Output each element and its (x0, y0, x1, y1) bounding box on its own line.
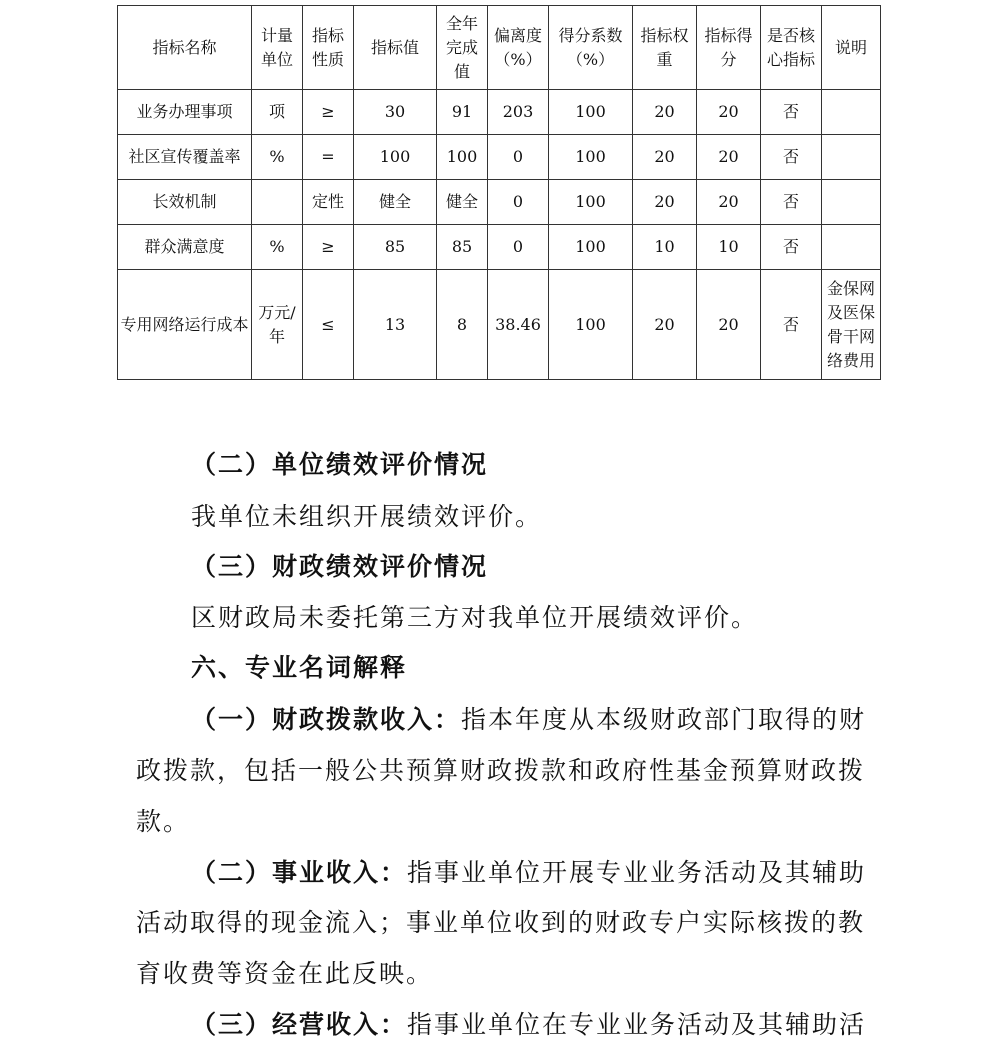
cell-actual-value: 91 (437, 90, 488, 135)
header-deviation: 偏离度（%） (488, 6, 549, 90)
cell-indicator-name: 专用网络运行成本 (118, 270, 252, 380)
cell-indicator-name: 长效机制 (118, 180, 252, 225)
cell-remark: 金保网及医保骨干网络费用 (822, 270, 881, 380)
term1-line1 (191, 700, 866, 736)
terms-heading: 六、专业名词解释 (191, 653, 408, 682)
cell-unit (252, 180, 303, 225)
header-is-core: 是否核心指标 (761, 6, 822, 90)
table-row (118, 135, 881, 180)
header-weight: 指标权重 (633, 6, 697, 90)
table-row (118, 90, 881, 135)
header-score-coef: 得分系数（%） (549, 6, 633, 90)
cell-actual-value: 8 (437, 270, 488, 380)
cell-unit: % (252, 135, 303, 180)
cell-nature: = (303, 135, 354, 180)
cell-target-value: 100 (354, 135, 437, 180)
term2-text: 指事业单位开展专业业务活动及其辅助 (407, 858, 867, 887)
cell-nature: ≤ (303, 270, 354, 380)
term3-text: 指事业单位在专业业务活动及其辅助活 (407, 1010, 867, 1039)
cell-score: 20 (697, 135, 761, 180)
cell-deviation: 0 (488, 180, 549, 225)
term1-line2: 政拨款，包括一般公共预算财政拨款和政府性基金预算财政拨 (136, 756, 866, 785)
cell-weight: 10 (633, 225, 697, 270)
table-header-row (118, 6, 881, 90)
cell-deviation: 38.46 (488, 270, 549, 380)
cell-score: 20 (697, 90, 761, 135)
unit-eval-text: 我单位未组织开展绩效评价。 (191, 502, 543, 531)
cell-weight: 20 (633, 90, 697, 135)
cell-score-coef: 100 (549, 135, 633, 180)
cell-target-value: 85 (354, 225, 437, 270)
unit-eval-heading: （二）单位绩效评价情况 (191, 450, 489, 479)
cell-is-core: 否 (761, 180, 822, 225)
term1-text: 指本年度从本级财政部门取得的财 (461, 705, 867, 734)
cell-unit: 万元/年 (252, 270, 303, 380)
cell-target-value: 30 (354, 90, 437, 135)
cell-is-core: 否 (761, 270, 822, 380)
header-indicator-name: 指标名称 (118, 6, 252, 90)
finance-eval-heading: （三）财政绩效评价情况 (191, 552, 489, 581)
performance-indicator-table (117, 5, 881, 380)
term2-line2: 活动取得的现金流入；事业单位收到的财政专户实际核拨的教 (136, 908, 866, 937)
table-row (118, 180, 881, 225)
cell-score-coef: 100 (549, 90, 633, 135)
cell-weight: 20 (633, 135, 697, 180)
finance-eval-text: 区财政局未委托第三方对我单位开展绩效评价。 (191, 603, 759, 632)
cell-deviation: 0 (488, 135, 549, 180)
table-row (118, 225, 881, 270)
cell-target-value: 健全 (354, 180, 437, 225)
cell-actual-value: 85 (437, 225, 488, 270)
cell-unit: % (252, 225, 303, 270)
cell-weight: 20 (633, 180, 697, 225)
cell-score-coef: 100 (549, 270, 633, 380)
cell-deviation: 203 (488, 90, 549, 135)
cell-score-coef: 100 (549, 225, 633, 270)
header-nature: 指标性质 (303, 6, 354, 90)
cell-nature: ≥ (303, 90, 354, 135)
cell-deviation: 0 (488, 225, 549, 270)
cell-is-core: 否 (761, 225, 822, 270)
cell-indicator-name: 业务办理事项 (118, 90, 252, 135)
cell-is-core: 否 (761, 90, 822, 135)
cell-indicator-name: 社区宣传覆盖率 (118, 135, 252, 180)
cell-unit: 项 (252, 90, 303, 135)
header-target-value: 指标值 (354, 6, 437, 90)
cell-nature: ≥ (303, 225, 354, 270)
term2-label: （二）事业收入： (191, 858, 408, 887)
cell-remark (822, 180, 881, 225)
term1-label: （一）财政拨款收入： (191, 705, 462, 734)
term1-line3: 款。 (136, 807, 191, 836)
cell-nature: 定性 (303, 180, 354, 225)
cell-weight: 20 (633, 270, 697, 380)
cell-remark (822, 135, 881, 180)
term2-line3: 育收费等资金在此反映。 (136, 959, 434, 988)
cell-remark (822, 90, 881, 135)
cell-is-core: 否 (761, 135, 822, 180)
table-row (118, 270, 881, 380)
cell-remark (822, 225, 881, 270)
cell-score-coef: 100 (549, 180, 633, 225)
header-actual-value: 全年完成值 (437, 6, 488, 90)
cell-actual-value: 健全 (437, 180, 488, 225)
cell-score: 20 (697, 270, 761, 380)
header-unit: 计量单位 (252, 6, 303, 90)
table-body (118, 6, 881, 380)
header-score: 指标得分 (697, 6, 761, 90)
term3-line1 (191, 1005, 866, 1041)
cell-score: 10 (697, 225, 761, 270)
cell-target-value: 13 (354, 270, 437, 380)
cell-actual-value: 100 (437, 135, 488, 180)
term3-label: （三）经营收入： (191, 1010, 408, 1039)
header-remark: 说明 (822, 6, 881, 90)
cell-score: 20 (697, 180, 761, 225)
term2-line1 (191, 853, 866, 889)
cell-indicator-name: 群众满意度 (118, 225, 252, 270)
